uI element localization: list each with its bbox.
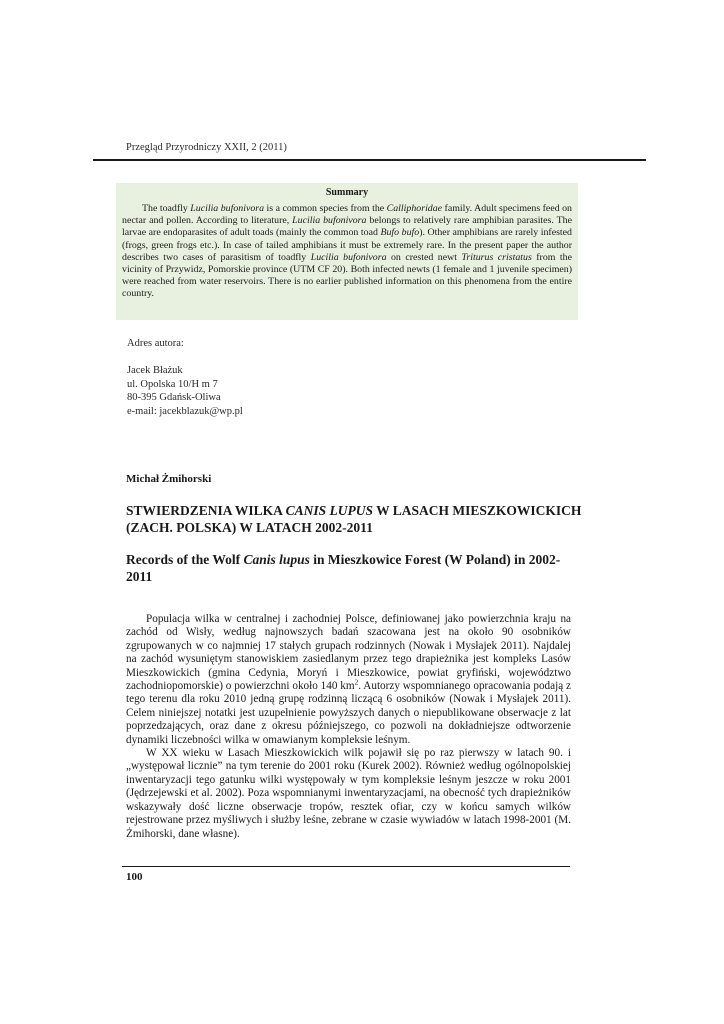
address-block — [127, 364, 243, 418]
italic-text: Triturus cristatus — [461, 251, 532, 263]
article-title-polish — [126, 502, 586, 536]
superscript-text: 2 — [354, 678, 359, 687]
summary-text — [122, 203, 572, 301]
text-run: . Autorzy wspomnianego opracowania podają z tego terenu dla roku 2010 jedną grupę rodzinną liczącą 6 osobników (Nowak i Mysłajek 2011). Celem niniejszej notatki jest uzupełnienie powyższych danych o niepublikowane obserwacje z lat poprzedzających, oraz dane z okresu późniejszego, co pozwoli na dokładniejsze odtworzenie dynamiki liczebności wilka w omawianym kompleksie leśnym. — [126, 680, 571, 746]
text-run: on crested newt — [386, 251, 462, 263]
text-run: family. Adult specimens feed on nectar and pollen. According to literature, — [122, 203, 572, 227]
body-paragraph-2 — [126, 747, 571, 841]
text-run: in Mieszkowice Forest (W Poland) in 2002-2011 — [126, 552, 561, 584]
italic-text: CANIS LUPUS — [285, 503, 373, 518]
text-run: Records of the Wolf — [126, 552, 244, 567]
address-city: 80-395 Gdańsk-Oliwa — [127, 392, 221, 403]
footer-rule — [122, 866, 570, 867]
text-run: W LASACH MIESZKOWICKICH (ZACH. POLSKA) W LATACH 2002-2011 — [126, 503, 582, 535]
italic-text: Bufo bufo — [380, 227, 420, 239]
address-email: e-mail: jacekblazuk@wp.pl — [127, 405, 243, 417]
italic-text: Calliphoridae — [386, 203, 443, 214]
text-run: is a common species from the — [264, 203, 387, 214]
running-header: Przegląd Przyrodniczy XXII, 2 (2011) — [126, 142, 287, 153]
text-run: belongs to relatively rare amphibian parasites. The larvae are endoparasites of adult toads (mainly the common toad — [122, 215, 572, 239]
article-author: Michał Żmihorski — [126, 473, 212, 485]
text-run: from the vicinity of Przywidz, Pomorskie province (UTM CF 20). Both infected newts (1 female and 1 juvenile specimen) were reached from water reservoirs. There is no earlier published information on this phenomena from the entire country. — [122, 251, 572, 300]
article-title-english — [126, 551, 586, 585]
address-street: ul. Opolska 10/H m 7 — [127, 378, 218, 390]
address-name: Jacek Błażuk — [127, 365, 183, 376]
text-run: The toadfly — [142, 203, 191, 214]
text-run: Populacja wilka w centralnej i zachodniej Polsce, definiowanej jako powierzchnia kraju na zachód od Wisły, według najnowszych badań szacowana jest na około 90 osobników zgrupowanych w co najmniej 17 stałych grupach rodzinnych (Nowak i Mysłajek 2011). Najdalej na zachód wysuniętym stanowiskiem zasiedlanym przez tego drapieżnika jest kompleks Lasów Mieszkowickich (gmina Cedynia, Moryń i Mieszkowice, powiat gryfiński, województwo zachodniopomorskie) o powierzchni około 140 km — [126, 613, 571, 693]
text-run: W XX wieku w Lasach Mieszkowickich wilk pojawił się po raz pierwszy w latach 90. i „występował licznie” na tym terenie do 2001 roku (Kurek 2002). Również według ogólnopolskiej inwentaryzacji tego gatunku wilki występowały w tym kompleksie leśnym jeszcze w roku 2001 (Jędrzejewski et al. 2002). Poza wspomnianymi inwentaryzacjami, na obecność tych drapieżników wskazywały dość liczne obserwacje tropów, resztek ofiar, czy w końcu samych wilków rejestrowane przez myśliwych i służby leśne, zebrane w czasie wywiadów w latach 1998-2001 (M. Żmihorski, dane własne). — [126, 747, 571, 840]
text-run: ). Other amphibians are rarely infested (frogs, green frogs etc.). In case of tailed amphibians it must be extremely rare. In the present paper the author describes two cases of parasitism of toadfly — [122, 227, 572, 263]
text-run: STWIERDZENIA WILKA — [126, 503, 286, 518]
italic-text: Lucilia bufonivora — [292, 215, 367, 227]
article-body — [126, 613, 571, 841]
address-label: Adres autora: — [127, 338, 184, 349]
header-rule — [93, 159, 646, 161]
italic-text: Lucilia bufonivora — [190, 203, 265, 214]
summary-box — [116, 183, 578, 320]
summary-heading: Summary — [325, 187, 369, 198]
italic-text: Canis lupus — [243, 552, 310, 567]
page-number: 100 — [126, 871, 143, 883]
body-paragraph-1 — [126, 613, 571, 747]
italic-text: Lucilia bufonivora — [310, 251, 387, 263]
